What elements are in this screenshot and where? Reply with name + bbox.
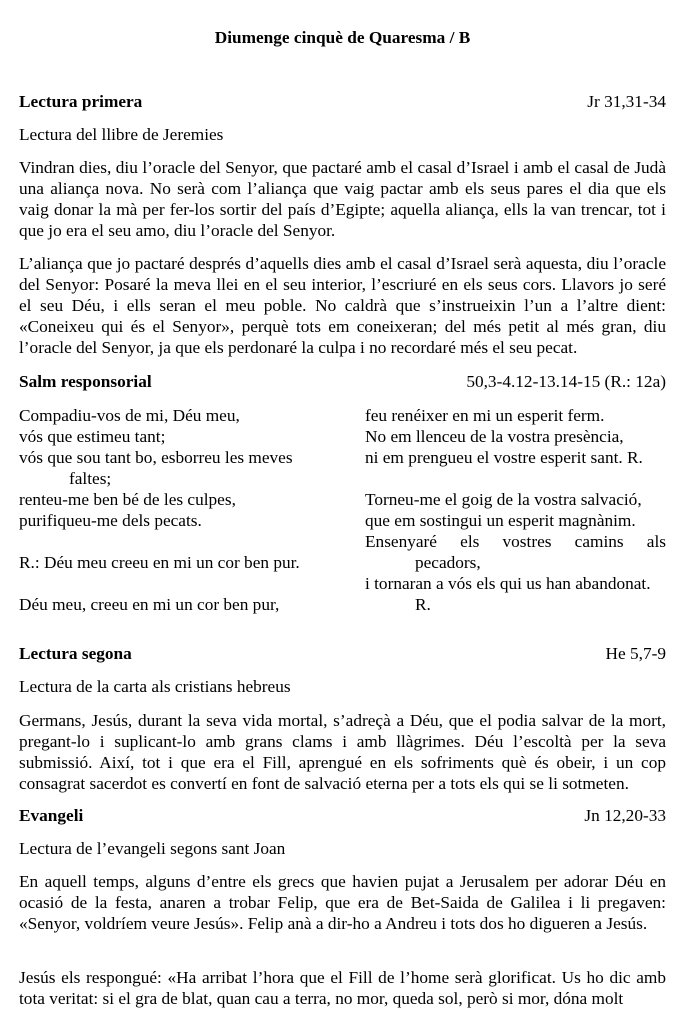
section-header-lectura-segona [19,643,666,664]
psalm-verse: vós que sou tant bo, esborreu les meves [19,448,293,467]
page-title: Diumenge cinquè de Quaresma / B [214,28,471,47]
psalm-verse: faltes; [69,469,112,488]
section-subtitle: Lectura del llibre de Jeremies [19,125,224,144]
section-header-evangeli [19,805,666,826]
psalm-verse: feu renéixer en mi un esperit ferm. [365,406,605,425]
psalm-verse: Torneu-me el goig de la vostra salvació, [365,490,642,509]
section-heading: Lectura segona [19,644,132,663]
paragraph: Vindran dies, diu l’oracle del Senyor, que pactaré amb el casal d’Israel i amb el casal de Judà una aliança nova. No serà com l’aliança que vaig pactar amb els seus pares el dia que els vaig donar la mà per fer-los sortir del país d’Egipte; aquella aliança, ells la van trencar, tot i que jo era el seu amo, diu l’oracle del Senyor. [19,158,666,240]
paragraph: Germans, Jesús, durant la seva vida mortal, s’adreçà a Déu, que el podia salvar de la mort, pregant-lo i suplicant-lo amb grans clams i amb llàgrimes. Déu l’escoltà per la seva submissió. Així, tot i que era el Fill, aprengué en els sofriments què és obeir, i un cop consagrat sacerdot es convertí en font de salvació eterna per a tots els qui se li sotmeten. [19,711,666,793]
psalm-left-column [19,405,324,615]
psalm-verse: pecadors, [415,553,481,572]
paragraph: Jesús els respongué: «Ha arribat l’hora que el Fill de l’home serà glorificat. Us ho dic amb tota veritat: si el gra de blat, quan cau a terra, no mor, queda sol, però si mor, dóna molt [19,968,666,1008]
psalm-verse: vós que estimeu tant; [19,427,166,446]
section-heading: Evangeli [19,806,84,825]
psalm-right-column [365,405,666,615]
section-reference: Jr 31,31-34 [587,92,666,111]
section-subtitle: Lectura de l’evangeli segons sant Joan [19,839,286,858]
psalm-verse: renteu-me ben bé de les culpes, [19,490,236,509]
psalm-verse: Compadiu-vos de mi, Déu meu, [19,406,240,425]
section-header-salm [19,371,666,392]
section-reference: He 5,7-9 [605,644,666,663]
section-heading: Lectura primera [19,92,143,111]
psalm-verse: No em llenceu de la vostra presència, [365,427,624,446]
psalm-response: R. [415,595,431,614]
paragraph: En aquell temps, alguns d’entre els grecs que havien pujat a Jerusalem per adorar Déu en ocasió de la festa, anaren a trobar Felip, que era de Bet-Saida de Galilea i li pregaven: «Senyor, voldríem veure Jesús». Felip anà a dir-ho a Andreu i tots dos ho digueren a Jesús. [19,872,666,933]
section-reference: 50,3-4.12-13.14-15 (R.: 12a) [466,372,666,391]
section-subtitle: Lectura de la carta als cristians hebreus [19,677,291,696]
section-heading: Salm responsorial [19,372,152,391]
psalm-response: R.: Déu meu creeu en mi un cor ben pur. [19,553,300,572]
psalm-verse: purifiqueu-me dels pecats. [19,511,202,530]
paragraph: L’aliança que jo pactaré després d’aquells dies amb el casal d’Israel serà aquesta, diu l’oracle del Senyor: Posaré la meva llei en el seu interior, l’escriuré en els seus cors. Llavors jo seré el seu Déu, i ells seran el meu poble. No caldrà que s’instrueixin l’un a l’altre dient: «Coneixeu qui és el Senyor», perquè tots em coneixeran; del més petit al més gran, diu l’oracle del Senyor, ja que els perdonaré la culpa i no recordaré més el seu pecat. [19,254,666,357]
psalm-verse: ni em prengueu el vostre esperit sant. R. [365,448,643,467]
psalm-verse: que em sostingui un esperit magnànim. [365,511,636,530]
section-header-lectura-primera [19,91,666,112]
psalm-verse: i tornaran a vós els qui us han abandonat. [365,574,651,593]
section-reference: Jn 12,20-33 [584,806,666,825]
psalm-verse: Ensenyaré els vostres camins als [365,532,666,551]
psalm-verse: Déu meu, creeu en mi un cor ben pur, [19,595,280,614]
